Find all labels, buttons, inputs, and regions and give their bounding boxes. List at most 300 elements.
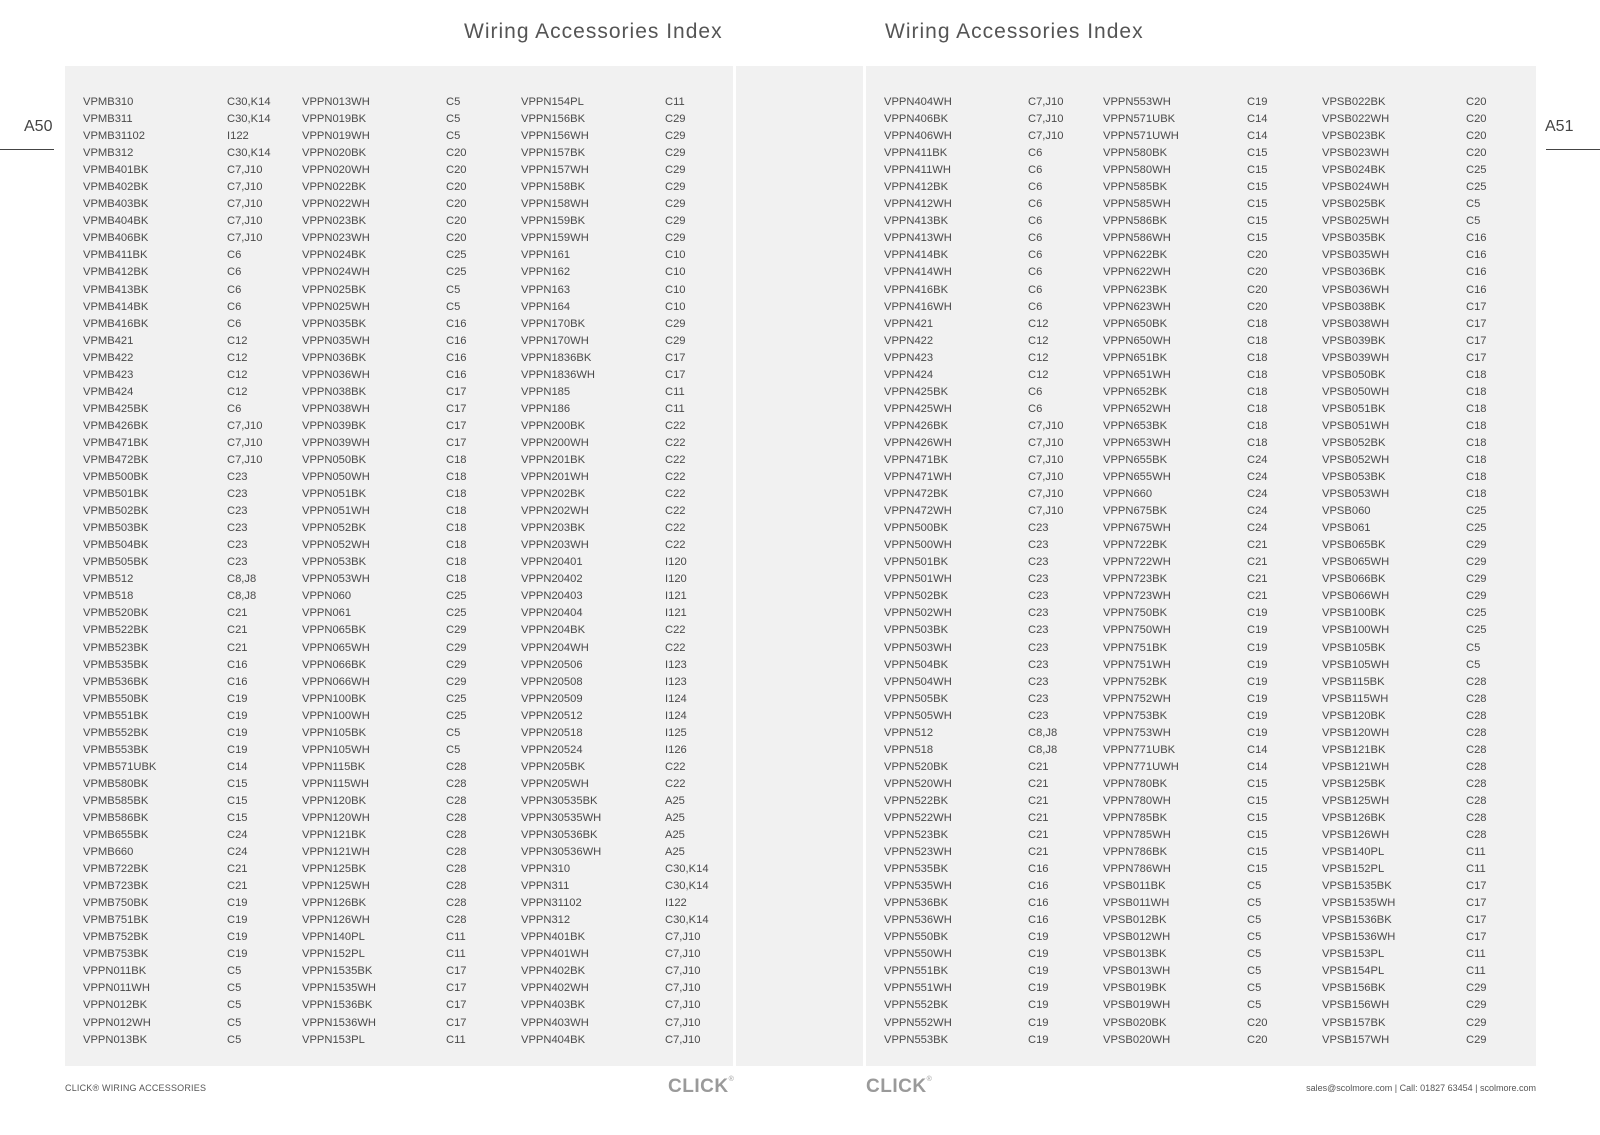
page-reference: C29	[1466, 556, 1487, 569]
product-code: VPPN200BK	[521, 419, 586, 432]
index-row	[1322, 725, 1487, 742]
page-reference: C7,J10	[1028, 453, 1064, 466]
page-reference: C16	[1028, 897, 1049, 910]
product-code: VPMB423	[83, 368, 134, 381]
index-row	[521, 605, 687, 622]
product-code: VPPN115BK	[302, 760, 366, 773]
page-reference: C14	[227, 760, 248, 773]
product-code: VPMB416BK	[83, 317, 149, 330]
page-reference: C21	[1247, 590, 1268, 603]
index-row	[302, 861, 467, 878]
page-reference: C11	[665, 402, 685, 415]
product-code: VPPN20404	[521, 607, 583, 620]
page-reference: C14	[1247, 760, 1268, 773]
index-row	[1322, 861, 1486, 878]
index-row	[1103, 316, 1268, 333]
page-reference: C25	[446, 709, 467, 722]
product-code: VPPN416BK	[884, 283, 949, 296]
index-row	[521, 912, 709, 929]
index-row	[1322, 980, 1487, 997]
right-page-panel	[866, 66, 1536, 1066]
product-code: VPMB402BK	[83, 181, 149, 194]
product-code: VPPN159BK	[521, 215, 586, 228]
index-row	[1103, 946, 1262, 963]
page-reference: C29	[1466, 999, 1487, 1012]
index-row	[302, 128, 461, 145]
page-reference: C16	[1028, 880, 1049, 893]
index-row	[521, 554, 687, 571]
page-reference: C17	[1466, 880, 1487, 893]
index-row	[302, 776, 467, 793]
product-code: VPPN105WH	[302, 743, 370, 756]
index-row	[1322, 179, 1487, 196]
product-code: VPSB023WH	[1322, 147, 1390, 160]
product-code: VPPN312	[521, 914, 571, 927]
product-code: VPPN751BK	[1103, 641, 1168, 654]
index-row	[83, 742, 248, 759]
page-reference: C18	[1247, 351, 1268, 364]
page-reference: C14	[1247, 743, 1268, 756]
index-row	[521, 708, 687, 725]
page-reference: C18	[1466, 488, 1487, 501]
page-reference: I120	[665, 556, 687, 569]
product-code: VPPN20518	[521, 726, 583, 739]
product-code: VPPN013BK	[83, 1033, 148, 1046]
index-row	[521, 384, 685, 401]
index-row	[521, 963, 701, 980]
page-reference: C19	[1247, 641, 1268, 654]
index-row	[1322, 605, 1487, 622]
index-row	[83, 588, 257, 605]
index-row	[521, 367, 686, 384]
index-row	[884, 622, 1049, 639]
page-reference: C23	[1028, 573, 1049, 586]
index-row	[83, 179, 263, 196]
page-reference: C21	[227, 863, 248, 876]
index-row	[521, 742, 687, 759]
product-code: VPPN066BK	[302, 658, 367, 671]
product-code: VPPN522BK	[884, 794, 949, 807]
page-reference: C16	[446, 317, 467, 330]
page-reference: C19	[1247, 96, 1268, 108]
page-reference: C17	[1466, 897, 1487, 910]
index-row	[83, 895, 248, 912]
page-reference: I120	[665, 573, 687, 586]
product-code: VPPN404WH	[884, 96, 952, 108]
page-reference: C6	[1028, 198, 1043, 211]
page-reference: C6	[227, 249, 242, 262]
product-code: VPMB586BK	[83, 811, 149, 824]
index-row	[1103, 162, 1268, 179]
page-reference: C6	[227, 266, 242, 279]
index-row	[83, 827, 248, 844]
page-reference: C10	[665, 300, 686, 313]
product-code: VPPN20402	[521, 573, 583, 586]
product-code: VPSB156BK	[1322, 982, 1386, 995]
index-row	[1322, 94, 1487, 111]
page-reference: C22	[665, 624, 686, 637]
page-reference: C5	[227, 982, 242, 995]
product-code: VPSB100WH	[1322, 624, 1390, 637]
page-reference: C22	[665, 471, 686, 484]
page-number-right: A51	[1545, 118, 1574, 135]
page-reference: C18	[446, 505, 467, 518]
product-code: VPPN411BK	[884, 147, 948, 160]
index-row	[83, 657, 248, 674]
page-reference: C7,J10	[665, 999, 701, 1012]
index-row	[521, 691, 687, 708]
index-row	[1103, 861, 1268, 878]
product-code: VPPN203BK	[521, 522, 586, 535]
product-code: VPPN552BK	[884, 999, 949, 1012]
product-code: VPPN202BK	[521, 488, 586, 501]
index-row	[1103, 640, 1268, 657]
page-reference: C7,J10	[665, 1016, 701, 1029]
page-reference: C6	[227, 283, 242, 296]
product-code: VPPN780BK	[1103, 777, 1168, 790]
product-code: VPPN170WH	[521, 334, 589, 347]
product-code: VPMB535BK	[83, 658, 149, 671]
index-row	[1322, 350, 1487, 367]
product-code: VPPN115WH	[302, 777, 369, 790]
index-row	[1103, 537, 1268, 554]
page-reference: C20	[446, 215, 467, 228]
index-row	[1103, 230, 1268, 247]
page-reference: C19	[1028, 982, 1049, 995]
page-reference: C17	[1466, 914, 1487, 927]
page-reference: C17	[446, 965, 467, 978]
page-reference: C19	[1028, 931, 1049, 944]
page-reference: C15	[1247, 811, 1268, 824]
page-reference: C29	[1466, 573, 1487, 586]
product-code: VPSB152PL	[1322, 863, 1385, 876]
index-row	[302, 179, 467, 196]
product-code: VPPN423	[884, 351, 934, 364]
index-row	[1322, 588, 1487, 605]
index-row	[1322, 486, 1487, 503]
product-code: VPSB012BK	[1103, 914, 1167, 927]
product-code: VPPN421	[884, 317, 934, 330]
page-reference: I123	[665, 658, 687, 671]
page-title-left: Wiring Accessories Index	[464, 20, 723, 43]
left-page-panel	[65, 66, 733, 1066]
product-code: VPPN571UWH	[1103, 130, 1179, 143]
index-row	[302, 691, 467, 708]
page-reference: C12	[227, 351, 248, 364]
index-row	[884, 912, 1049, 929]
product-code: VPPN785BK	[1103, 811, 1168, 824]
page-reference: C5	[446, 113, 461, 126]
product-code: VPMB310	[83, 96, 134, 108]
index-row	[884, 333, 1049, 350]
product-code: VPSB053WH	[1322, 488, 1390, 501]
product-code: VPPN722BK	[1103, 539, 1168, 552]
page-reference: C15	[227, 811, 248, 824]
page-reference: C15	[1247, 794, 1268, 807]
index-row	[521, 622, 686, 639]
index-row	[884, 827, 1049, 844]
page-reference: C20	[1466, 130, 1487, 143]
index-row	[1322, 929, 1487, 946]
product-code: VPPN185	[521, 385, 571, 398]
product-code: VPPN140PL	[302, 931, 365, 944]
page-reference: C24	[1247, 453, 1268, 466]
page-reference: C28	[446, 863, 467, 876]
product-code: VPMB505BK	[83, 556, 149, 569]
index-row	[302, 640, 467, 657]
page-reference: C21	[1247, 556, 1268, 569]
product-code: VPSB013BK	[1103, 948, 1167, 961]
product-code: VPPN060	[302, 590, 352, 603]
page-reference: C7,J10	[665, 1033, 701, 1046]
index-row	[1322, 452, 1487, 469]
page-reference: I124	[665, 709, 687, 722]
index-row	[83, 946, 248, 963]
index-row	[1322, 264, 1487, 281]
product-code: VPSB115WH	[1322, 692, 1389, 705]
page-reference: C25	[446, 692, 467, 705]
product-code: VPSB126WH	[1322, 829, 1390, 842]
footer-brand-text: CLICK® WIRING ACCESSORIES	[65, 1083, 207, 1093]
product-code: VPPN406BK	[884, 113, 949, 126]
index-row	[884, 94, 1064, 111]
index-row	[1103, 844, 1268, 861]
page-reference: C18	[1247, 436, 1268, 449]
index-row	[1103, 128, 1268, 145]
product-code: VPMB501BK	[83, 488, 149, 501]
index-row	[884, 742, 1058, 759]
page-reference: C25	[446, 266, 467, 279]
page-reference: C18	[446, 488, 467, 501]
product-code: VPPN580WH	[1103, 164, 1171, 177]
product-code: VPPN550WH	[884, 948, 952, 961]
page-reference: C28	[1466, 675, 1487, 688]
product-code: VPPN503BK	[884, 624, 949, 637]
page-reference: C11	[1466, 846, 1486, 859]
index-row	[1322, 1015, 1487, 1032]
product-code: VPSB051WH	[1322, 419, 1390, 432]
index-row	[83, 196, 263, 213]
page-reference: C28	[1466, 726, 1487, 739]
index-row	[83, 963, 242, 980]
index-row	[1103, 179, 1268, 196]
page-reference: C8,J8	[1028, 743, 1058, 756]
page-reference: C21	[1028, 811, 1049, 824]
product-code: VPSB053BK	[1322, 471, 1386, 484]
page-reference: C19	[1247, 675, 1268, 688]
product-code: VPPN413WH	[884, 232, 952, 245]
index-row	[1103, 742, 1268, 759]
page-reference: C19	[1028, 965, 1049, 978]
product-code: VPPN012WH	[83, 1016, 151, 1029]
product-code: VPMB414BK	[83, 300, 149, 313]
product-code: VPPN20509	[521, 692, 583, 705]
index-row	[302, 486, 467, 503]
product-code: VPPN205BK	[521, 760, 586, 773]
index-row	[1322, 997, 1487, 1014]
index-row	[884, 179, 1043, 196]
index-row	[1322, 162, 1487, 179]
product-code: VPSB1535WH	[1322, 897, 1396, 910]
index-row	[521, 486, 686, 503]
page-reference: C28	[446, 811, 467, 824]
page-reference: C30,K14	[227, 96, 271, 108]
page-reference: C17	[446, 1016, 467, 1029]
index-row	[1103, 435, 1268, 452]
product-code: VPSB065BK	[1322, 539, 1386, 552]
page-reference: C7,J10	[1028, 471, 1064, 484]
page-reference: I121	[665, 607, 687, 620]
product-code: VPPN503WH	[884, 641, 952, 654]
index-row	[1322, 111, 1487, 128]
index-row	[302, 708, 467, 725]
page-reference: C20	[1466, 113, 1487, 126]
product-code: VPMB413BK	[83, 283, 149, 296]
product-code: VPPN053WH	[302, 573, 370, 586]
page-reference: C28	[446, 760, 467, 773]
product-code: VPPN20512	[521, 709, 583, 722]
product-code: VPPN039BK	[302, 419, 367, 432]
page-reference: C19	[227, 931, 248, 944]
page-reference: C16	[1466, 232, 1487, 245]
index-row	[521, 520, 686, 537]
page-reference: C11	[1466, 965, 1486, 978]
index-row	[1103, 247, 1268, 264]
index-row	[1322, 708, 1487, 725]
product-code: VPPN011WH	[83, 982, 150, 995]
index-column-2	[302, 94, 467, 1049]
page-reference: C21	[227, 880, 248, 893]
product-code: VPSB153PL	[1322, 948, 1385, 961]
page-reference: C24	[1247, 505, 1268, 518]
page-reference: C7,J10	[1028, 96, 1064, 108]
index-row	[1322, 401, 1487, 418]
product-code: VPPN536WH	[884, 914, 952, 927]
product-code: VPPN652BK	[1103, 385, 1168, 398]
product-code: VPPN20401	[521, 556, 583, 569]
product-code: VPPN752WH	[1103, 692, 1171, 705]
product-code: VPPN065WH	[302, 641, 370, 654]
index-row	[1322, 657, 1481, 674]
page-reference: C28	[1466, 794, 1487, 807]
product-code: VPMB412BK	[83, 266, 149, 279]
product-code: VPPN402BK	[521, 965, 586, 978]
index-row	[521, 333, 686, 350]
page-reference: C5	[1466, 658, 1481, 671]
index-row	[521, 452, 686, 469]
product-code: VPSB050BK	[1322, 368, 1386, 381]
product-code: VPPN412BK	[884, 181, 949, 194]
product-code: VPPN036BK	[302, 351, 367, 364]
index-row	[1103, 1015, 1268, 1032]
index-row	[884, 878, 1049, 895]
product-code: VPSB025WH	[1322, 215, 1390, 228]
page-reference: C20	[1247, 249, 1268, 262]
index-row	[884, 145, 1043, 162]
product-code: VPPN022WH	[302, 198, 370, 211]
index-row	[1103, 384, 1268, 401]
page-reference: C7,J10	[665, 948, 701, 961]
page-gutter	[736, 66, 866, 1066]
index-row	[1322, 742, 1487, 759]
index-row	[302, 282, 461, 299]
page-reference: C19	[227, 709, 248, 722]
product-code: VPPN20506	[521, 658, 583, 671]
product-code: VPPN20403	[521, 590, 583, 603]
product-code: VPSB019WH	[1103, 999, 1171, 1012]
page-reference: C19	[1247, 692, 1268, 705]
gutter-divider-right	[863, 66, 866, 1066]
index-row	[83, 486, 248, 503]
product-code: VPPN036WH	[302, 368, 370, 381]
product-code: VPPN30536WH	[521, 846, 602, 859]
index-row	[521, 299, 686, 316]
page-reference: C18	[1466, 368, 1487, 381]
index-row	[302, 384, 467, 401]
index-row	[521, 469, 686, 486]
product-code: VPPN161	[521, 249, 571, 262]
index-row	[302, 469, 467, 486]
product-code: VPPN504BK	[884, 658, 949, 671]
page-reference: C19	[227, 897, 248, 910]
page-reference: C7,J10	[1028, 505, 1064, 518]
product-code: VPMB424	[83, 385, 134, 398]
product-code: VPPN038WH	[302, 402, 370, 415]
product-code: VPPN523BK	[884, 829, 949, 842]
product-code: VPSB157BK	[1322, 1016, 1386, 1029]
index-row	[1322, 622, 1487, 639]
product-code: VPPN121WH	[302, 846, 370, 859]
index-row	[83, 316, 242, 333]
index-row	[83, 162, 263, 179]
page-reference: C17	[1466, 931, 1487, 944]
page-reference: C18	[446, 573, 467, 586]
index-row	[1103, 469, 1268, 486]
page-reference: C7,J10	[665, 931, 701, 944]
page-reference: C5	[227, 1016, 242, 1029]
product-code: VPPN512	[884, 726, 934, 739]
page-reference: C24	[227, 846, 248, 859]
product-code: VPPN518	[884, 743, 934, 756]
page-reference: C16	[446, 351, 467, 364]
page-reference: C28	[1466, 692, 1487, 705]
product-code: VPPN655BK	[1103, 453, 1168, 466]
product-code: VPPN1536BK	[302, 999, 373, 1012]
product-code: VPSB038BK	[1322, 300, 1386, 313]
page-reference: C17	[1466, 351, 1487, 364]
page-reference: C25	[1466, 522, 1487, 535]
product-code: VPPN019WH	[302, 130, 370, 143]
page-reference: C18	[1247, 317, 1268, 330]
index-row	[521, 111, 686, 128]
index-row	[884, 554, 1049, 571]
index-row	[83, 554, 248, 571]
product-code: VPPN535BK	[884, 863, 949, 876]
product-code: VPPN061	[302, 607, 352, 620]
page-reference: C15	[1247, 777, 1268, 790]
index-row	[884, 997, 1049, 1014]
page-reference: C11	[446, 948, 466, 961]
index-row	[1322, 963, 1486, 980]
index-row	[884, 605, 1049, 622]
product-code: VPPN022BK	[302, 181, 367, 194]
page-reference: C30,K14	[227, 113, 271, 126]
product-code: VPSB035BK	[1322, 232, 1386, 245]
page-reference: C5	[1466, 215, 1481, 228]
product-code: VPMB753BK	[83, 948, 149, 961]
page-reference: C25	[1466, 505, 1487, 518]
page-reference: C30,K14	[665, 880, 709, 893]
